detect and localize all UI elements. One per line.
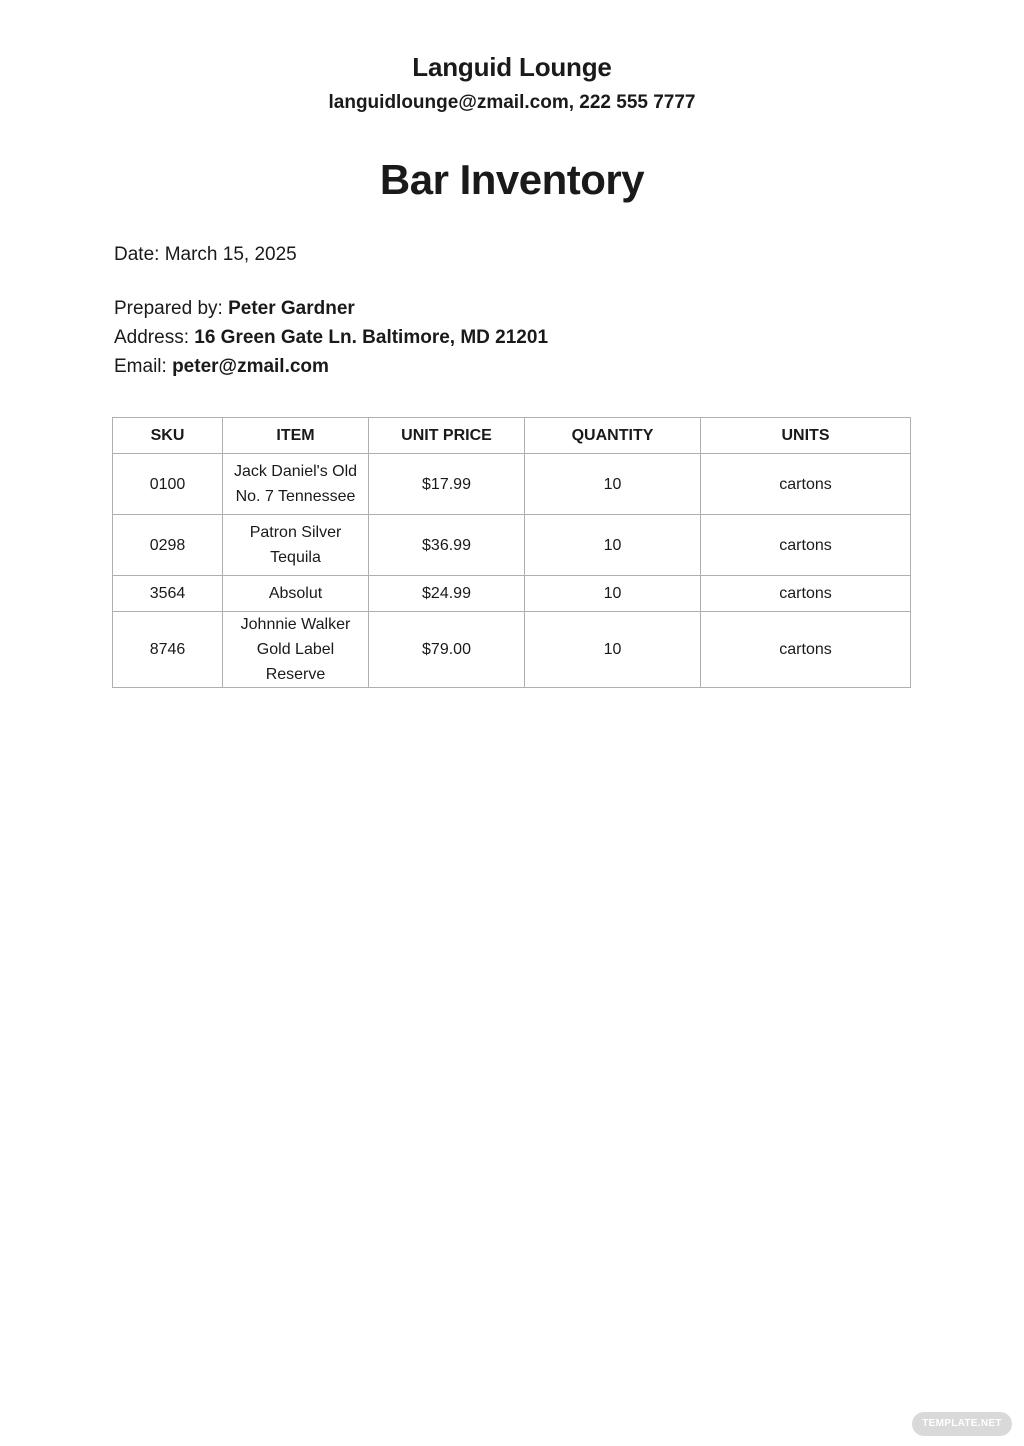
unit-price-cell: $79.00: [369, 612, 525, 688]
units-cell: cartons: [701, 612, 911, 688]
units-cell: cartons: [701, 576, 911, 612]
sku-cell: 0100: [113, 454, 223, 515]
company-contact: languidlounge@zmail.com, 222 555 7777: [328, 92, 696, 113]
inventory-table: [112, 417, 911, 688]
prepared-by-line: [114, 297, 355, 321]
units-cell: cartons: [701, 515, 911, 576]
item-cell: Jack Daniel's Old No. 7 Tennessee: [223, 454, 369, 515]
unit-price-cell: $36.99: [369, 515, 525, 576]
item-cell: Patron Silver Tequila: [223, 515, 369, 576]
template-watermark[interactable]: TEMPLATE.NET: [912, 1412, 1012, 1436]
email-line: [114, 355, 329, 379]
quantity-cell: 10: [525, 515, 701, 576]
table-header-row: [113, 418, 911, 454]
address-line: [114, 326, 548, 350]
email-value: peter@zmail.com: [172, 356, 329, 377]
table-row: [113, 454, 911, 515]
item-cell: Johnnie Walker Gold Label Reserve: [223, 612, 369, 688]
document-title: Bar Inventory: [379, 156, 645, 203]
address-value: 16 Green Gate Ln. Baltimore, MD 21201: [194, 327, 549, 348]
date-value: March 15, 2025: [164, 244, 297, 265]
unit-price-cell: $24.99: [369, 576, 525, 612]
column-header-item: ITEM: [223, 418, 369, 454]
table-row: [113, 612, 911, 688]
item-cell: Absolut: [223, 576, 369, 612]
column-header-quantity: QUANTITY: [525, 418, 701, 454]
column-header-unit-price: UNIT PRICE: [369, 418, 525, 454]
company-name: Languid Lounge: [412, 52, 612, 82]
table-row: [113, 576, 911, 612]
quantity-cell: 10: [525, 454, 701, 515]
unit-price-cell: $17.99: [369, 454, 525, 515]
quantity-cell: 10: [525, 612, 701, 688]
sku-cell: 8746: [113, 612, 223, 688]
prepared-by-label: Prepared by:: [114, 298, 223, 319]
quantity-cell: 10: [525, 576, 701, 612]
prepared-by-value: Peter Gardner: [228, 298, 355, 319]
sku-cell: 3564: [113, 576, 223, 612]
table-row: [113, 515, 911, 576]
email-label: Email:: [114, 356, 167, 377]
address-label: Address:: [114, 327, 189, 348]
date-line: [114, 243, 297, 267]
units-cell: cartons: [701, 454, 911, 515]
sku-cell: 0298: [113, 515, 223, 576]
date-label: Date:: [114, 244, 160, 265]
column-header-units: UNITS: [701, 418, 911, 454]
column-header-sku: SKU: [113, 418, 223, 454]
